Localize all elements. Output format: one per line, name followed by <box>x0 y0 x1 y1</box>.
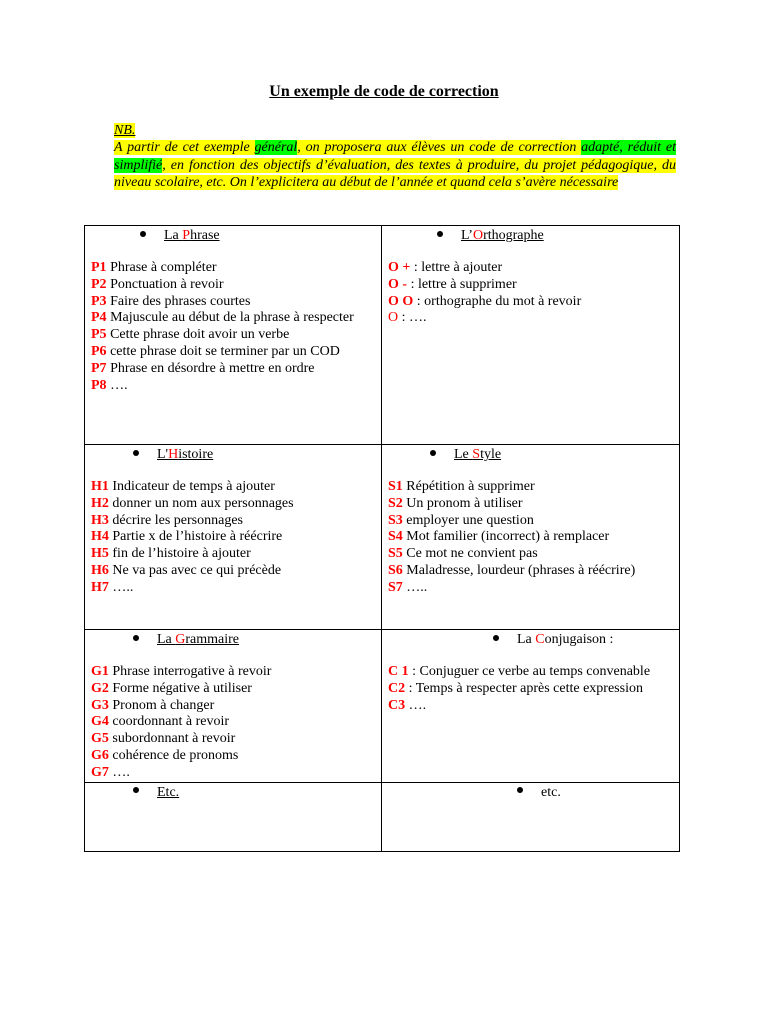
code-description: Faire des phrases courtes <box>106 293 251 309</box>
code-label: G3 <box>91 697 109 713</box>
bullet-icon <box>133 450 139 456</box>
cell-etc-left <box>85 782 382 851</box>
code-label: H1 <box>91 479 109 494</box>
nb-note <box>114 122 676 192</box>
code-entry <box>388 580 673 597</box>
code-entry <box>388 260 673 277</box>
code-entry <box>91 479 375 496</box>
code-description: Indicateur de temps à ajouter <box>108 479 275 494</box>
code-label: S6 <box>388 562 403 578</box>
nb-text-3: , en fonction des objectifs d’évaluation, des textes à produire, du projet pédagogique, du niveau scolaire, etc. On l’explicitera au début de l’année et quand cela s’avère nécessaire <box>114 157 676 191</box>
code-label: P1 <box>91 260 107 275</box>
code-label: S1 <box>388 479 403 494</box>
code-label: P3 <box>91 293 107 309</box>
code-entry <box>91 681 375 698</box>
code-description: : …. <box>398 310 427 326</box>
nb-highlight-general: général <box>254 140 298 156</box>
code-label: S2 <box>388 495 403 511</box>
cell-phrase <box>85 226 382 445</box>
code-description: …. <box>106 377 128 393</box>
code-entry <box>388 664 673 681</box>
code-entry <box>91 260 375 277</box>
code-label: H4 <box>91 529 109 545</box>
code-label: P7 <box>91 360 107 376</box>
code-description: Phrase à compléter <box>106 260 217 275</box>
cell-heading-style: Le Style <box>388 445 673 471</box>
code-label: G1 <box>91 664 109 679</box>
code-label: O + <box>388 260 411 275</box>
code-entry <box>91 765 375 782</box>
code-label: C 1 <box>388 664 409 679</box>
code-label: S4 <box>388 529 403 545</box>
list-phrase <box>91 260 375 394</box>
code-label: H6 <box>91 562 109 578</box>
code-label: S3 <box>388 512 403 528</box>
code-description: donner un nom aux personnages <box>108 495 294 511</box>
nb-text-1: A partir de cet exemple <box>114 140 255 156</box>
code-entry <box>388 277 673 294</box>
code-description: : orthographe du mot à revoir <box>413 293 582 309</box>
code-description: ….. <box>108 579 134 595</box>
bullet-icon <box>430 450 436 456</box>
bullet-icon <box>140 231 146 237</box>
code-label: P5 <box>91 327 107 343</box>
code-entry <box>91 698 375 715</box>
code-label: C2 <box>388 680 406 696</box>
cell-conjugaison <box>382 630 680 783</box>
code-entry <box>91 546 375 563</box>
cell-heading-orthographe: L’Orthographe <box>388 226 673 252</box>
code-label: C3 <box>388 697 406 713</box>
bullet-icon <box>437 231 443 237</box>
code-description: : Conjuguer ce verbe au temps convenable <box>408 664 651 679</box>
code-entry <box>91 664 375 681</box>
code-description: Ponctuation à revoir <box>106 276 224 292</box>
list-grammaire <box>91 664 375 782</box>
code-description: Un pronom à utiliser <box>402 495 523 511</box>
code-entry <box>91 294 375 311</box>
code-entry <box>91 748 375 765</box>
cell-heading-etc-right: etc. <box>388 783 673 809</box>
code-label: H2 <box>91 495 109 511</box>
cell-etc-right <box>382 782 680 851</box>
code-description: …. <box>405 697 427 713</box>
code-label: S7 <box>388 579 403 595</box>
cell-style <box>382 445 680 630</box>
list-histoire <box>91 479 375 597</box>
code-entry <box>388 310 673 327</box>
code-description: Ce mot ne convient pas <box>402 546 538 562</box>
code-entry <box>91 361 375 378</box>
code-label: O - <box>388 276 408 292</box>
code-label: G4 <box>91 714 109 730</box>
code-label: H7 <box>91 579 109 595</box>
code-description: cohérence de pronoms <box>108 747 239 763</box>
code-description: Ne va pas avec ce qui précède <box>108 562 282 578</box>
code-entry <box>91 529 375 546</box>
code-description: : lettre à ajouter <box>410 260 503 275</box>
code-entry <box>388 496 673 513</box>
cell-heading-grammaire: La Grammaire <box>91 630 375 656</box>
code-label: G6 <box>91 747 109 763</box>
code-entry <box>388 479 673 496</box>
nb-text-2: , on proposera aux élèves un code de correction <box>297 140 582 156</box>
code-description: Forme négative à utiliser <box>108 680 252 696</box>
code-entry <box>91 731 375 748</box>
code-entry <box>91 378 375 395</box>
code-entry <box>388 546 673 563</box>
code-entry <box>388 529 673 546</box>
bullet-icon <box>133 787 139 793</box>
code-description: Pronom à changer <box>108 697 215 713</box>
code-entry <box>91 310 375 327</box>
bullet-icon <box>517 787 523 793</box>
code-label: P8 <box>91 377 107 393</box>
code-description: Cette phrase doit avoir un verbe <box>106 327 290 343</box>
code-label: S5 <box>388 546 403 562</box>
code-entry <box>91 277 375 294</box>
list-style <box>388 479 673 597</box>
code-description: …. <box>108 764 130 780</box>
code-description: fin de l’histoire à ajouter <box>108 546 251 562</box>
correction-code-table <box>84 225 680 852</box>
bullet-icon <box>493 635 499 641</box>
cell-heading-conjugaison: La Conjugaison : <box>388 630 673 656</box>
cell-orthographe <box>382 226 680 445</box>
code-description: Majuscule au début de la phrase à respecter <box>106 310 354 326</box>
code-label: P2 <box>91 276 107 292</box>
code-description: Partie x de l’histoire à réécrire <box>108 529 283 545</box>
code-label: H5 <box>91 546 109 562</box>
code-label: P4 <box>91 310 107 326</box>
bullet-icon <box>133 635 139 641</box>
code-description: Répétition à supprimer <box>402 479 535 494</box>
code-description: Maladresse, lourdeur (phrases à réécrire) <box>402 562 636 578</box>
cell-grammaire <box>85 630 382 783</box>
code-label: G2 <box>91 680 109 696</box>
code-label: O O <box>388 293 414 309</box>
list-conjugaison <box>388 664 673 714</box>
code-entry <box>91 327 375 344</box>
code-entry <box>91 714 375 731</box>
page-title: Un exemple de code de correction <box>269 83 499 100</box>
code-entry <box>388 681 673 698</box>
code-description: Phrase interrogative à revoir <box>108 664 272 679</box>
code-label: O <box>388 310 399 326</box>
code-description: subordonnant à revoir <box>108 731 236 747</box>
nb-highlight-adapte: adapté, réduit et simplifié <box>114 140 676 173</box>
code-entry <box>91 496 375 513</box>
cell-heading-phrase: La Phrase <box>91 226 375 252</box>
code-entry <box>91 513 375 530</box>
code-description: décrire les personnages <box>108 512 243 528</box>
code-description: ….. <box>402 579 428 595</box>
list-orthographe <box>388 260 673 327</box>
code-entry <box>91 563 375 580</box>
code-entry <box>388 563 673 580</box>
code-description: Phrase en désordre à mettre en ordre <box>106 360 315 376</box>
code-entry <box>388 698 673 715</box>
code-entry <box>388 513 673 530</box>
code-label: H3 <box>91 512 109 528</box>
cell-heading-histoire: L'Histoire <box>91 445 375 471</box>
code-description: coordonnant à revoir <box>108 714 230 730</box>
code-description: : Temps à respecter après cette expression <box>405 680 643 696</box>
code-description: : lettre à supprimer <box>407 276 517 292</box>
code-description: Mot familier (incorrect) à remplacer <box>402 529 610 545</box>
code-label: P6 <box>91 343 107 359</box>
cell-heading-etc-left: Etc. <box>91 783 375 809</box>
code-entry <box>388 294 673 311</box>
code-description: cette phrase doit se terminer par un COD <box>106 343 340 359</box>
code-entry <box>91 580 375 597</box>
code-label: G5 <box>91 731 109 747</box>
nb-heading: NB. <box>114 123 136 138</box>
code-label: G7 <box>91 764 109 780</box>
code-entry <box>91 344 375 361</box>
cell-histoire <box>85 445 382 630</box>
code-description: employer une question <box>402 512 534 528</box>
